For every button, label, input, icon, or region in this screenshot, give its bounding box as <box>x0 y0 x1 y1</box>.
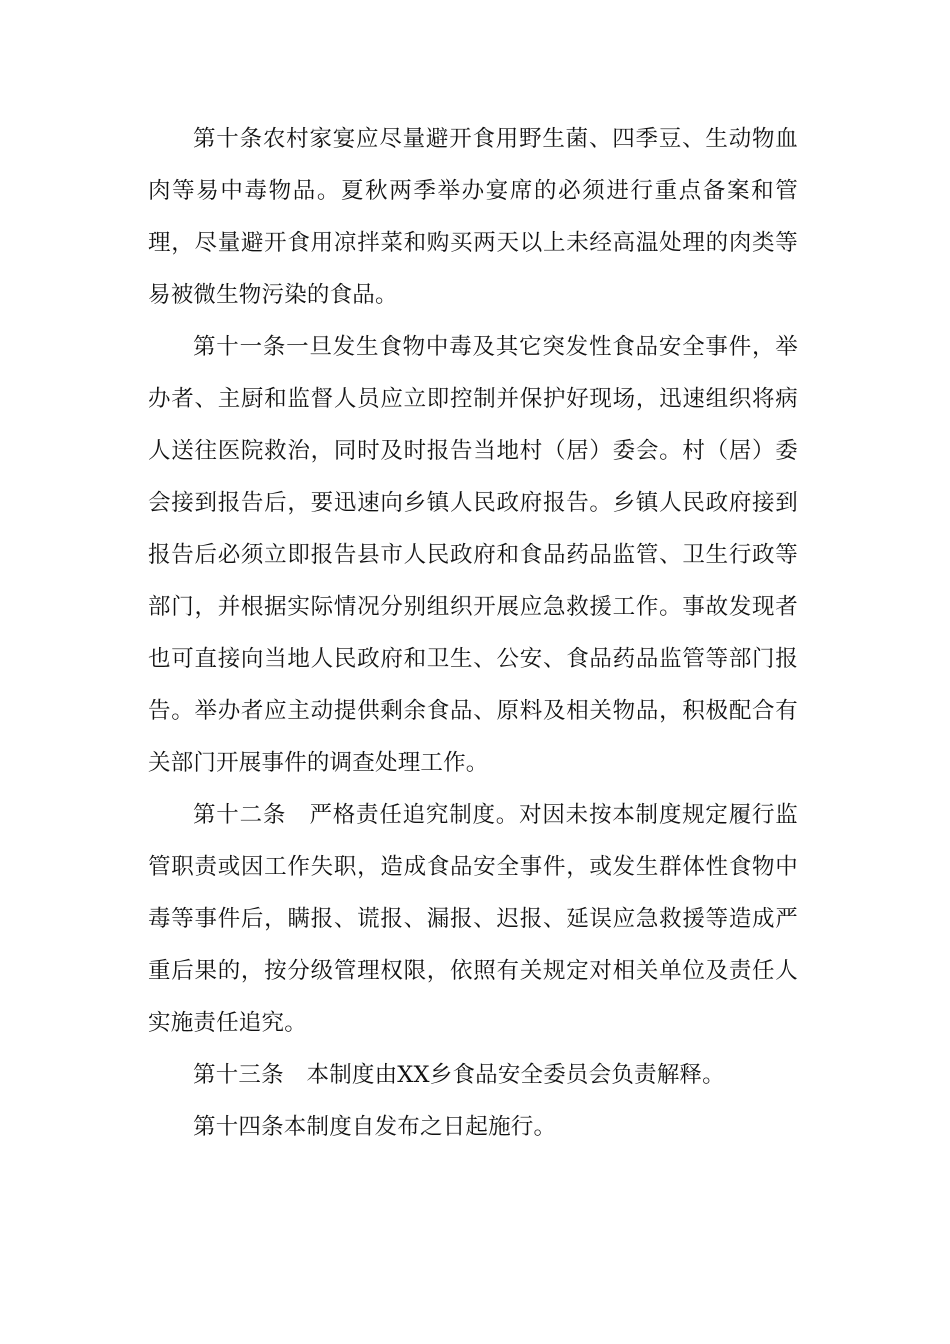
paragraph-article-13: 第十三条 本制度由XX乡食品安全委员会负责解释。 <box>193 1062 725 1088</box>
document-body <box>148 113 798 1153</box>
paragraph-article-12: 第十二条 严格责任追究制度。对因未按本制度规定履行监管职责或因工作失职，造成食品安全事件，或发生群体性食物中毒等事件后，瞒报、谎报、漏报、迟报、延误应急救援等造成严重后果的，按分级管理权限，依照有关规定对相关单位及责任人实施责任追究。 <box>148 802 798 1036</box>
paragraph-article-14: 第十四条本制度自发布之日起施行。 <box>193 1114 557 1140</box>
paragraph-article-10: 第十条农村家宴应尽量避开食用野生菌、四季豆、生动物血肉等易中毒物品。夏秋两季举办宴席的必须进行重点备案和管理，尽量避开食用凉拌菜和购买两天以上未经高温处理的肉类等易被微生物污染的食品。 <box>148 126 798 308</box>
paragraph-article-11: 第十一条一旦发生食物中毒及其它突发性食品安全事件，举办者、主厨和监督人员应立即控制并保护好现场，迅速组织将病人送往医院救治，同时及时报告当地村（居）委会。村（居）委会接到报告后，要迅速向乡镇人民政府报告。乡镇人民政府接到报告后必须立即报告县市人民政府和食品药品监管、卫生行政等部门，并根据实际情况分别组织开展应急救援工作。事故发现者也可直接向当地人民政府和卫生、公安、食品药品监管等部门报告。举办者应主动提供剩余食品、原料及相关物品，积极配合有关部门开展事件的调查处理工作。 <box>148 334 798 776</box>
